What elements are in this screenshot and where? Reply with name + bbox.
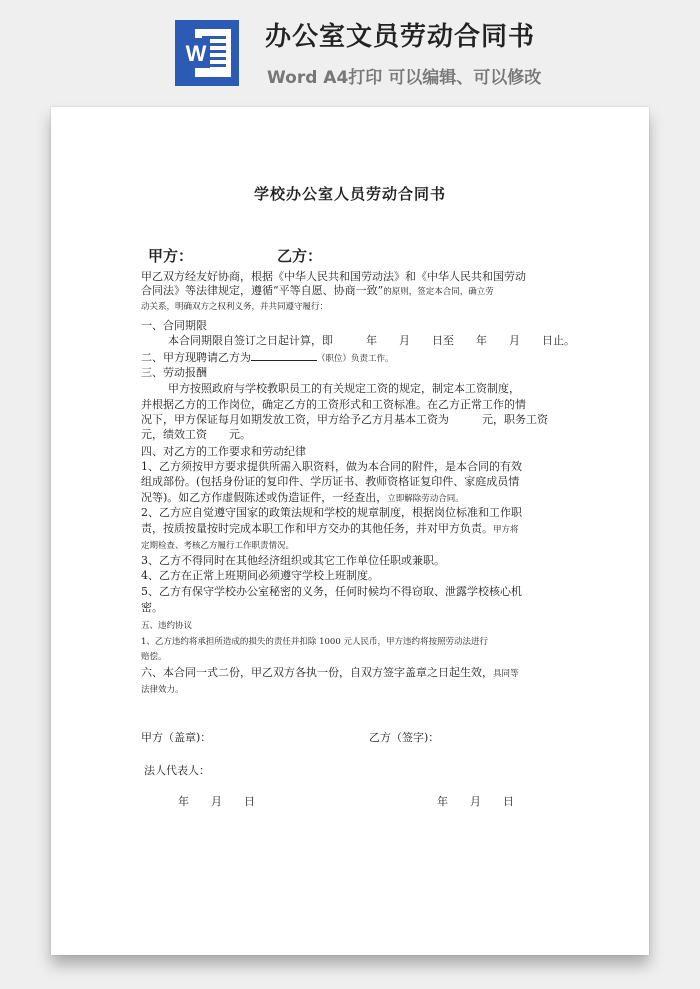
section3-line-1: 甲方按照政府与学校教职员工的有关规定工资的规定，制定本工资制度， bbox=[168, 382, 520, 395]
intro-line-3: 动关系，明确双方之权利义务，并共同遵守履行： bbox=[141, 302, 329, 312]
section3-line-3: 况下，甲方保证每月如期发放工资，甲方给予乙方月基本工资为 元，职务工资 bbox=[141, 413, 548, 426]
party-a-label: 甲方： bbox=[148, 247, 194, 265]
section5-line-2: 赔偿。 bbox=[141, 652, 167, 662]
section3-heading: 三、劳动报酬 bbox=[141, 366, 207, 379]
intro-line-1: 甲乙双方经友好协商，根据《中华人民共和国劳动法》和《中华人民共和国劳动 bbox=[141, 270, 526, 283]
section2-line: 二、甲方现聘请乙方为 （职位）负责工作。 bbox=[141, 351, 394, 364]
section6-line-2: 法律效力。 bbox=[141, 685, 184, 695]
party-b-date: 年 月 日 bbox=[437, 795, 514, 808]
section1-heading: 一、合同期限 bbox=[141, 319, 207, 332]
party-b-signature-label: 乙方（签字)： bbox=[369, 731, 440, 744]
section4-heading: 四、对乙方的工作要求和劳动纪律 bbox=[141, 445, 306, 458]
party-a-seal-label: 甲方（盖章)： bbox=[141, 731, 212, 744]
position-blank bbox=[251, 350, 317, 361]
section4-line-2: 组成部份。(包括身份证的复印件、学历证书、教师资格证复印件、家庭成员情 bbox=[141, 475, 520, 488]
section4-line-4: 2、乙方应自觉遵守国家的政策法规和学校的规章制度，根据岗位标准和工作职 bbox=[141, 506, 522, 519]
section5-line-1: 1、乙方违约将承担所造成的损失的责任并扣除 1000 元人民币，甲方违约将按照劳动法进行 bbox=[141, 637, 488, 647]
document-title: 学校办公室人员劳动合同书 bbox=[253, 185, 446, 203]
section4-line-8: 4、乙方在正常上班期间必须遵守学校上班制度。 bbox=[141, 569, 379, 582]
word-document-icon bbox=[175, 20, 239, 86]
section4-line-7: 3、乙方不得同时在其他经济组织或其它工作单位任职或兼职。 bbox=[141, 554, 445, 567]
section1-text: 本合同期限自签订之日起计算，即 年 月 日至 年 月 日止。 bbox=[168, 334, 575, 347]
intro-line-2: 合同法》等法律规定，遵循“平等自愿、协商一致”的原则，签定本合同，确立劳 bbox=[141, 284, 494, 297]
party-b-label: 乙方： bbox=[277, 247, 323, 265]
section3-line-4: 元，绩效工资 元。 bbox=[141, 428, 251, 441]
section4-line-1: 1、乙方须按甲方要求提供所需入职资料，做为本合同的附件，是本合同的有效 bbox=[141, 460, 522, 473]
section3-line-2: 并根据乙方的工作岗位，确定乙方的工资形式和工资标准。在乙方正常工作的情 bbox=[141, 398, 526, 411]
section4-line-9: 5、乙方有保守学校办公室秘密的义务，任何时候均不得窃取、泄露学校核心机 bbox=[141, 585, 522, 598]
word-icon-letter: W bbox=[185, 41, 207, 66]
document-page bbox=[51, 107, 649, 955]
section6-line-1: 六、本合同一式二份，甲乙双方各执一份，自双方签字盖章之日起生效，具同等 bbox=[141, 666, 519, 679]
section4-line-6: 定期检查、考核乙方履行工作职责情况。 bbox=[141, 541, 295, 551]
section4-line-3: 况等)。如乙方作虚假陈述或伪造证件，一经查出，立即解除劳动合同。 bbox=[141, 491, 464, 504]
section4-line-5: 责，按质按量按时完成本职工作和甲方交办的其他任务，并对甲方负责。甲方将 bbox=[141, 522, 519, 535]
header-title: 办公室文员劳动合同书 bbox=[265, 22, 536, 52]
header-subtitle: Word A4打印 可以编辑、可以修改 bbox=[267, 68, 542, 88]
party-a-date: 年 月 日 bbox=[178, 795, 255, 808]
section5-heading: 五、违约协议 bbox=[141, 621, 193, 631]
legal-representative-label: 法人代表人： bbox=[144, 764, 210, 777]
section4-line-10: 密。 bbox=[141, 601, 163, 614]
